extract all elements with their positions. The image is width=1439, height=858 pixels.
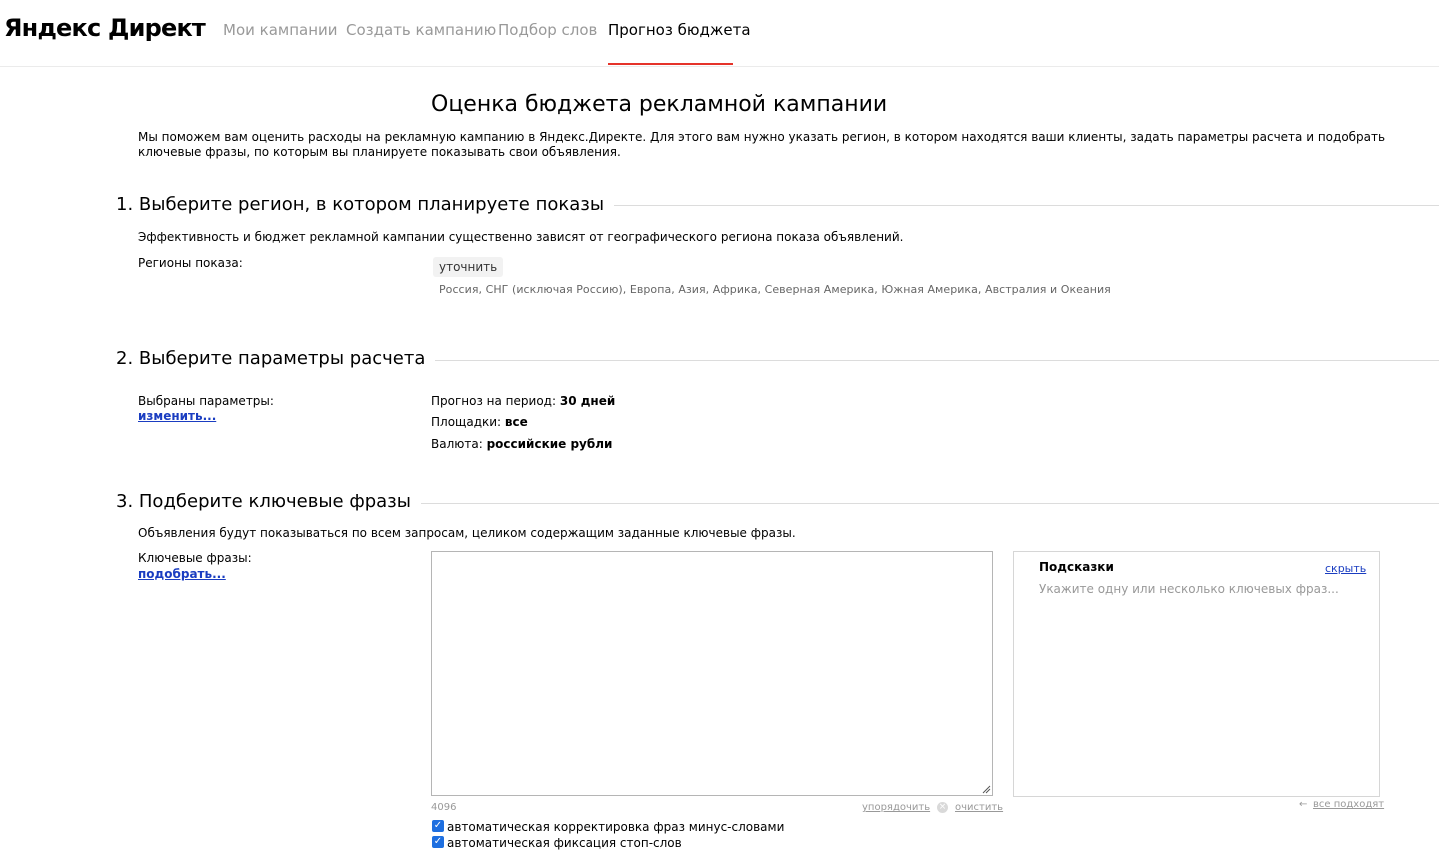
section-phrases-title: 3. Подберите ключевые фразы (116, 491, 421, 512)
keyword-phrases-input[interactable] (431, 551, 993, 796)
minus-words-label: автоматическая корректировка фраз минус-словами (447, 820, 785, 834)
selected-params-label: Выбраны параметры: (138, 394, 274, 408)
top-header (0, 0, 1439, 67)
phrases-description: Объявления будут показываться по всем запросам, целиком содержащим заданные ключевые фразы. (138, 526, 796, 540)
clear-phrases-link[interactable]: очистить (955, 802, 1004, 813)
hints-placeholder: Укажите одну или несколько ключевых фраз... (1039, 582, 1339, 596)
arrow-left-icon: ← (1299, 799, 1308, 810)
all-fit-link[interactable]: все подходят (1313, 799, 1385, 810)
period-label: Прогноз на период: (431, 394, 557, 408)
tab-my-campaigns[interactable]: Мои кампании (223, 21, 338, 39)
tab-budget-forecast[interactable]: Прогноз бюджета (608, 21, 751, 39)
active-tab-indicator (608, 63, 733, 65)
change-params-link[interactable]: изменить... (138, 409, 217, 423)
section-region-title: 1. Выберите регион, в котором планируете показы (116, 194, 614, 215)
platforms-param (431, 415, 528, 429)
hide-hints-link[interactable]: скрыть (1325, 562, 1367, 575)
tab-word-selection[interactable]: Подбор слов (498, 21, 598, 39)
period-param (431, 394, 615, 408)
currency-label: Валюта: (431, 437, 483, 451)
section-params-title: 2. Выберите параметры расчета (116, 348, 435, 369)
region-description: Эффективность и бюджет рекламной кампании существенно зависят от географического региона показа объявлений. (138, 230, 904, 244)
clear-icon[interactable]: × (938, 802, 947, 812)
pick-phrases-link[interactable]: подобрать... (138, 567, 226, 581)
hints-title: Подсказки (1039, 560, 1114, 574)
intro-text: Мы поможем вам оценить расходы на рекламную кампанию в Яндекс.Директе. Для этого вам нужно указать регион, в котором находятся ваши клиенты, задать параметры расчета и подобрать ключевые фразы, по которым вы планируете показывать свои объявления. (138, 130, 1386, 159)
currency-value: российские рубли (486, 437, 613, 451)
minus-words-checkbox[interactable]: ✓ (433, 820, 443, 831)
section-divider (560, 205, 1439, 206)
page-title: Оценка бюджета рекламной кампании (431, 92, 888, 117)
refine-regions-button[interactable]: уточнить (433, 257, 503, 277)
section-divider (400, 360, 1439, 361)
currency-param (431, 437, 612, 451)
selected-regions: Россия, СНГ (исключая Россию), Европа, Азия, Африка, Северная Америка, Южная Америка, Австралия и Океания (439, 283, 1111, 296)
char-counter: 4096 (431, 802, 457, 813)
stop-words-checkbox[interactable]: ✓ (433, 836, 443, 847)
section-divider (390, 503, 1439, 504)
period-value: 30 дней (559, 394, 616, 408)
platforms-value: все (504, 415, 528, 429)
yandex-direct-logo[interactable]: Яндекс Директ (4, 14, 206, 42)
tab-create-campaign[interactable]: Создать кампанию (346, 21, 497, 39)
phrases-label: Ключевые фразы: (138, 551, 252, 565)
stop-words-label: автоматическая фиксация стоп-слов (447, 836, 682, 850)
platforms-label: Площадки: (431, 415, 502, 429)
resize-grip-icon[interactable] (981, 784, 991, 794)
sort-phrases-link[interactable]: упорядочить (862, 802, 931, 813)
regions-label: Регионы показа: (138, 256, 243, 270)
